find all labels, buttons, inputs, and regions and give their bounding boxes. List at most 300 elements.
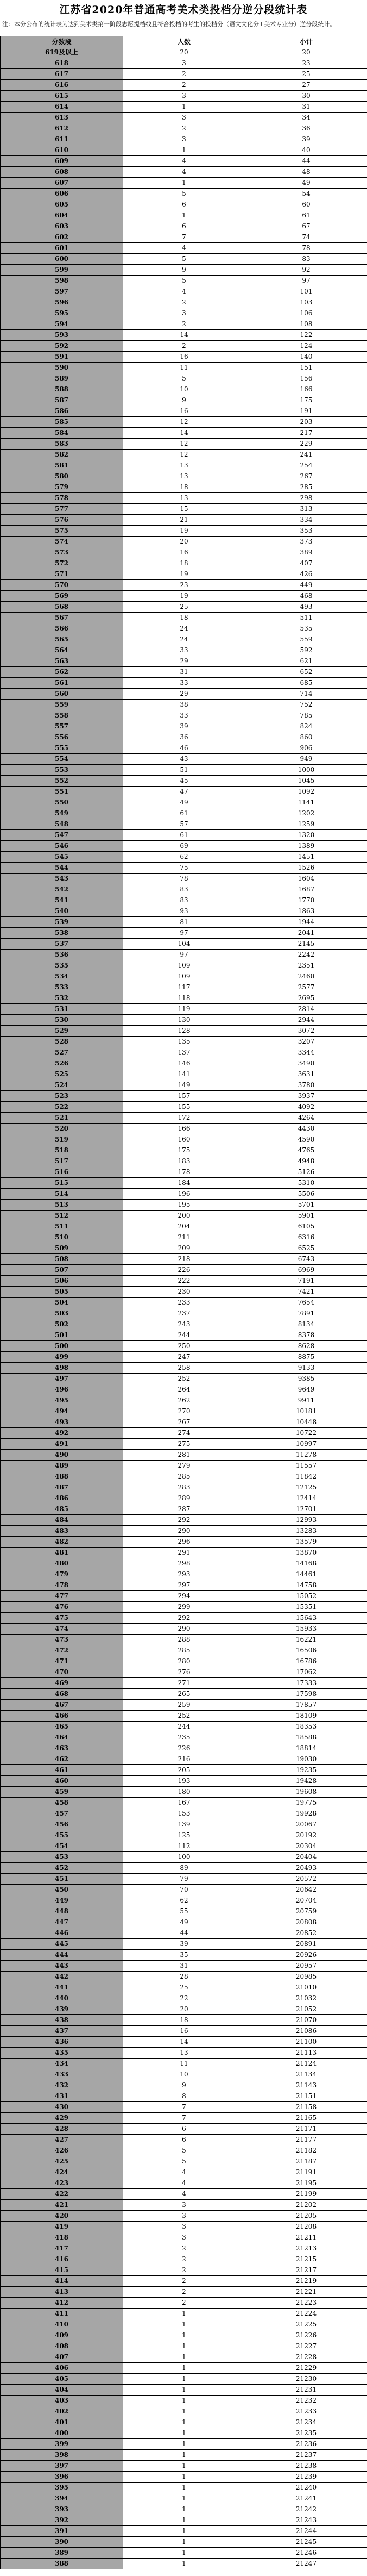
- cell-cumulative: 9911: [245, 1395, 367, 1406]
- cell-count: 5: [123, 373, 245, 384]
- cell-score-range: 557: [1, 721, 123, 732]
- cell-cumulative: 3937: [245, 1091, 367, 1102]
- cell-count: 16: [123, 406, 245, 417]
- cell-score-range: 584: [1, 428, 123, 439]
- cell-cumulative: 407: [245, 558, 367, 569]
- table-row: [1, 515, 367, 526]
- table-row: [1, 754, 367, 765]
- table-row: [1, 2363, 367, 2374]
- cell-cumulative: 21219: [245, 2276, 367, 2287]
- cell-count: 1: [123, 2385, 245, 2396]
- cell-count: 12: [123, 417, 245, 428]
- cell-cumulative: 21187: [245, 2156, 367, 2167]
- table-row: [1, 2167, 367, 2178]
- table-row: [1, 1972, 367, 1982]
- cell-count: 15: [123, 504, 245, 515]
- table-row: [1, 395, 367, 406]
- cell-score-range: 589: [1, 373, 123, 384]
- cell-score-range: 588: [1, 384, 123, 395]
- cell-cumulative: 11557: [245, 1461, 367, 1471]
- cell-cumulative: 229: [245, 439, 367, 450]
- cell-score-range: 428: [1, 2124, 123, 2135]
- table-row: [1, 113, 367, 123]
- cell-cumulative: 3072: [245, 1026, 367, 1037]
- cell-cumulative: 60: [245, 199, 367, 210]
- cell-count: 204: [123, 1221, 245, 1232]
- cell-score-range: 619及以上: [1, 47, 123, 58]
- cell-score-range: 476: [1, 1602, 123, 1613]
- cell-count: 299: [123, 1602, 245, 1613]
- table-row: [1, 906, 367, 917]
- cell-cumulative: 7191: [245, 1276, 367, 1287]
- cell-score-range: 599: [1, 265, 123, 276]
- table-row: [1, 91, 367, 102]
- cell-count: 1: [123, 2515, 245, 2526]
- cell-score-range: 612: [1, 123, 123, 134]
- cell-count: 247: [123, 1352, 245, 1363]
- cell-score-range: 601: [1, 243, 123, 254]
- cell-count: 1: [123, 2374, 245, 2385]
- table-row: [1, 2265, 367, 2276]
- cell-count: 49: [123, 797, 245, 808]
- cell-count: 1: [123, 2352, 245, 2363]
- cell-cumulative: 49: [245, 178, 367, 189]
- cell-score-range: 528: [1, 1037, 123, 1047]
- table-row: [1, 1384, 367, 1395]
- cell-count: 31: [123, 667, 245, 678]
- cell-cumulative: 2041: [245, 928, 367, 939]
- table-row: [1, 1080, 367, 1091]
- cell-count: 279: [123, 1461, 245, 1471]
- cell-cumulative: 21032: [245, 1993, 367, 2004]
- cell-count: 51: [123, 765, 245, 776]
- cell-cumulative: 4430: [245, 1124, 367, 1134]
- cell-cumulative: 10722: [245, 1428, 367, 1439]
- cell-count: 29: [123, 689, 245, 700]
- cell-count: 274: [123, 1428, 245, 1439]
- cell-cumulative: 6105: [245, 1221, 367, 1232]
- cell-score-range: 403: [1, 2396, 123, 2406]
- cell-score-range: 401: [1, 2417, 123, 2428]
- cell-count: 97: [123, 950, 245, 960]
- cell-count: 23: [123, 580, 245, 591]
- table-row: [1, 2037, 367, 2048]
- cell-count: 13: [123, 471, 245, 482]
- table-row: [1, 526, 367, 537]
- cell-score-range: 610: [1, 145, 123, 156]
- cell-count: 218: [123, 1254, 245, 1265]
- cell-cumulative: 21100: [245, 2037, 367, 2048]
- cell-score-range: 564: [1, 645, 123, 656]
- cell-cumulative: 21223: [245, 2298, 367, 2309]
- cell-count: 6: [123, 221, 245, 232]
- cell-score-range: 404: [1, 2385, 123, 2396]
- cell-cumulative: 78: [245, 243, 367, 254]
- cell-cumulative: 20642: [245, 1885, 367, 1895]
- cell-count: 4: [123, 243, 245, 254]
- table-row: [1, 297, 367, 308]
- cell-cumulative: 18814: [245, 1743, 367, 1754]
- cell-cumulative: 12125: [245, 1482, 367, 1493]
- cell-cumulative: 18109: [245, 1711, 367, 1722]
- table-row: [1, 2439, 367, 2450]
- table-row: [1, 797, 367, 808]
- cell-count: 3: [123, 91, 245, 102]
- cell-score-range: 562: [1, 667, 123, 678]
- cell-cumulative: 449: [245, 580, 367, 591]
- cell-count: 20: [123, 47, 245, 58]
- cell-score-range: 510: [1, 1232, 123, 1243]
- cell-count: 244: [123, 1722, 245, 1732]
- cell-score-range: 523: [1, 1091, 123, 1102]
- cell-score-range: 414: [1, 2276, 123, 2287]
- cell-cumulative: 19928: [245, 1808, 367, 1819]
- cell-count: 1: [123, 2439, 245, 2450]
- cell-cumulative: 1604: [245, 874, 367, 884]
- table-row: [1, 602, 367, 613]
- table-row: [1, 895, 367, 906]
- cell-score-range: 591: [1, 352, 123, 363]
- cell-count: 3: [123, 2200, 245, 2211]
- cell-cumulative: 101: [245, 286, 367, 297]
- cell-score-range: 513: [1, 1200, 123, 1211]
- cell-count: 12: [123, 439, 245, 450]
- cell-count: 16: [123, 352, 245, 363]
- cell-score-range: 602: [1, 232, 123, 243]
- table-row: [1, 1874, 367, 1885]
- cell-count: 1: [123, 145, 245, 156]
- cell-count: 109: [123, 960, 245, 971]
- table-row: [1, 1471, 367, 1482]
- table-row: [1, 363, 367, 373]
- cell-count: 1: [123, 210, 245, 221]
- cell-score-range: 611: [1, 134, 123, 145]
- table-row: [1, 1808, 367, 1819]
- cell-cumulative: 20304: [245, 1841, 367, 1852]
- cell-cumulative: 20704: [245, 1895, 367, 1906]
- cell-score-range: 469: [1, 1678, 123, 1689]
- cell-count: 14: [123, 330, 245, 341]
- cell-count: 20: [123, 537, 245, 547]
- cell-cumulative: 106: [245, 308, 367, 319]
- cell-cumulative: 21221: [245, 2287, 367, 2298]
- cell-count: 1: [123, 2341, 245, 2352]
- cell-cumulative: 14168: [245, 1558, 367, 1569]
- table-row: [1, 406, 367, 417]
- table-row: [1, 1732, 367, 1743]
- cell-count: 293: [123, 1569, 245, 1580]
- cell-cumulative: 20404: [245, 1852, 367, 1863]
- cell-count: 2: [123, 123, 245, 134]
- table-row: [1, 1319, 367, 1330]
- table-row: [1, 1635, 367, 1645]
- cell-score-range: 424: [1, 2167, 123, 2178]
- cell-cumulative: 241: [245, 450, 367, 460]
- cell-count: 46: [123, 743, 245, 754]
- table-row: [1, 319, 367, 330]
- cell-cumulative: 18588: [245, 1732, 367, 1743]
- table-row: [1, 1917, 367, 1928]
- table-row: [1, 819, 367, 830]
- cell-count: 28: [123, 1972, 245, 1982]
- cell-score-range: 406: [1, 2363, 123, 2374]
- table-row: [1, 1232, 367, 1243]
- cell-count: 24: [123, 634, 245, 645]
- cell-cumulative: 5310: [245, 1178, 367, 1189]
- cell-count: 47: [123, 787, 245, 797]
- cell-score-range: 483: [1, 1526, 123, 1537]
- table-row: [1, 123, 367, 134]
- table-row: [1, 2428, 367, 2439]
- cell-cumulative: 19030: [245, 1754, 367, 1765]
- table-row: [1, 1689, 367, 1700]
- cell-cumulative: 21010: [245, 1982, 367, 1993]
- cell-score-range: 400: [1, 2428, 123, 2439]
- cell-cumulative: 20808: [245, 1917, 367, 1928]
- cell-score-range: 480: [1, 1558, 123, 1569]
- cell-count: 1: [123, 2461, 245, 2472]
- cell-count: 69: [123, 841, 245, 852]
- cell-cumulative: 21195: [245, 2178, 367, 2189]
- cell-cumulative: 7421: [245, 1287, 367, 1298]
- cell-cumulative: 3631: [245, 1069, 367, 1080]
- table-row: [1, 1982, 367, 1993]
- table-row: [1, 1298, 367, 1308]
- cell-count: 5: [123, 254, 245, 265]
- table-row: [1, 167, 367, 178]
- table-row: [1, 678, 367, 689]
- cell-cumulative: 23: [245, 58, 367, 69]
- cell-cumulative: 108: [245, 319, 367, 330]
- cell-score-range: 586: [1, 406, 123, 417]
- header-count: 人数: [123, 36, 245, 47]
- cell-cumulative: 334: [245, 515, 367, 526]
- cell-count: 149: [123, 1080, 245, 1091]
- cell-score-range: 567: [1, 613, 123, 623]
- cell-score-range: 396: [1, 2472, 123, 2483]
- cell-count: 287: [123, 1504, 245, 1515]
- table-row: [1, 1004, 367, 1015]
- table-row: [1, 1102, 367, 1113]
- table-row: [1, 2287, 367, 2298]
- cell-cumulative: 298: [245, 493, 367, 504]
- cell-count: 183: [123, 1156, 245, 1167]
- table-row: [1, 569, 367, 580]
- cell-count: 2: [123, 2287, 245, 2298]
- cell-count: 13: [123, 2048, 245, 2059]
- cell-score-range: 524: [1, 1080, 123, 1091]
- table-row: [1, 1895, 367, 1906]
- cell-score-range: 397: [1, 2461, 123, 2472]
- table-row: [1, 2472, 367, 2483]
- cell-count: 9: [123, 2080, 245, 2091]
- table-row: [1, 2015, 367, 2026]
- cell-score-range: 577: [1, 504, 123, 515]
- cell-score-range: 581: [1, 460, 123, 471]
- cell-score-range: 613: [1, 113, 123, 123]
- cell-cumulative: 313: [245, 504, 367, 515]
- cell-score-range: 416: [1, 2254, 123, 2265]
- table-row: [1, 1961, 367, 1972]
- cell-count: 1: [123, 2309, 245, 2319]
- table-row: [1, 1863, 367, 1874]
- cell-score-range: 514: [1, 1189, 123, 1200]
- cell-score-range: 607: [1, 178, 123, 189]
- cell-cumulative: 21086: [245, 2026, 367, 2037]
- cell-count: 285: [123, 1645, 245, 1656]
- cell-count: 226: [123, 1743, 245, 1754]
- table-row: [1, 1798, 367, 1808]
- cell-score-range: 460: [1, 1776, 123, 1787]
- table-row: [1, 2048, 367, 2059]
- table-row: [1, 1841, 367, 1852]
- cell-cumulative: 17333: [245, 1678, 367, 1689]
- cell-count: 61: [123, 830, 245, 841]
- table-row: [1, 1722, 367, 1732]
- cell-score-range: 592: [1, 341, 123, 352]
- cell-cumulative: 9649: [245, 1384, 367, 1395]
- cell-cumulative: 8134: [245, 1319, 367, 1330]
- cell-cumulative: 21242: [245, 2504, 367, 2515]
- cell-score-range: 461: [1, 1765, 123, 1776]
- cell-count: 267: [123, 1417, 245, 1428]
- table-row: [1, 1200, 367, 1211]
- cell-score-range: 487: [1, 1482, 123, 1493]
- cell-score-range: 430: [1, 2102, 123, 2113]
- cell-score-range: 501: [1, 1330, 123, 1341]
- cell-count: 230: [123, 1287, 245, 1298]
- cell-score-range: 491: [1, 1439, 123, 1450]
- cell-count: 2: [123, 69, 245, 80]
- table-row: [1, 2319, 367, 2330]
- cell-cumulative: 20759: [245, 1906, 367, 1917]
- cell-count: 2: [123, 2254, 245, 2265]
- cell-score-range: 614: [1, 102, 123, 113]
- table-row: [1, 1830, 367, 1841]
- cell-cumulative: 11278: [245, 1450, 367, 1461]
- cell-count: 160: [123, 1134, 245, 1145]
- cell-cumulative: 40: [245, 145, 367, 156]
- cell-cumulative: 21211: [245, 2232, 367, 2243]
- cell-cumulative: 493: [245, 602, 367, 613]
- cell-cumulative: 21224: [245, 2309, 367, 2319]
- cell-score-range: 594: [1, 319, 123, 330]
- cell-cumulative: 21235: [245, 2428, 367, 2439]
- cell-count: 211: [123, 1232, 245, 1243]
- cell-score-range: 471: [1, 1656, 123, 1667]
- cell-score-range: 502: [1, 1319, 123, 1330]
- cell-cumulative: 36: [245, 123, 367, 134]
- cell-score-range: 462: [1, 1754, 123, 1765]
- cell-cumulative: 5701: [245, 1200, 367, 1211]
- cell-count: 265: [123, 1689, 245, 1700]
- cell-cumulative: 20493: [245, 1863, 367, 1874]
- cell-score-range: 448: [1, 1906, 123, 1917]
- table-row: [1, 1591, 367, 1602]
- cell-count: 35: [123, 1950, 245, 1961]
- cell-count: 259: [123, 1700, 245, 1711]
- cell-cumulative: 17857: [245, 1700, 367, 1711]
- cell-count: 4: [123, 2167, 245, 2178]
- cell-count: 146: [123, 1058, 245, 1069]
- cell-cumulative: 752: [245, 700, 367, 710]
- cell-cumulative: 389: [245, 547, 367, 558]
- cell-cumulative: 19775: [245, 1798, 367, 1808]
- cell-score-range: 522: [1, 1102, 123, 1113]
- cell-count: 139: [123, 1819, 245, 1830]
- cell-score-range: 388: [1, 2559, 123, 2569]
- table-row: [1, 1711, 367, 1722]
- cell-cumulative: 21246: [245, 2548, 367, 2559]
- cell-score-range: 574: [1, 537, 123, 547]
- cell-count: 1: [123, 2526, 245, 2537]
- table-row: [1, 189, 367, 199]
- table-row: [1, 1743, 367, 1754]
- cell-cumulative: 16221: [245, 1635, 367, 1645]
- table-row: [1, 1330, 367, 1341]
- cell-cumulative: 860: [245, 732, 367, 743]
- cell-count: 97: [123, 928, 245, 939]
- cell-cumulative: 103: [245, 297, 367, 308]
- cell-score-range: 485: [1, 1504, 123, 1515]
- table-row: [1, 1026, 367, 1037]
- cell-score-range: 554: [1, 754, 123, 765]
- cell-score-range: 508: [1, 1254, 123, 1265]
- cell-cumulative: 10448: [245, 1417, 367, 1428]
- cell-score-range: 579: [1, 482, 123, 493]
- cell-count: 1: [123, 2559, 245, 2569]
- cell-score-range: 415: [1, 2265, 123, 2276]
- table-row: [1, 1221, 367, 1232]
- cell-score-range: 566: [1, 623, 123, 634]
- cell-cumulative: 559: [245, 634, 367, 645]
- cell-count: 62: [123, 1895, 245, 1906]
- cell-count: 83: [123, 884, 245, 895]
- cell-score-range: 516: [1, 1167, 123, 1178]
- cell-score-range: 556: [1, 732, 123, 743]
- cell-count: 100: [123, 1852, 245, 1863]
- table-row: [1, 1765, 367, 1776]
- cell-cumulative: 254: [245, 460, 367, 471]
- header-cumulative: 小计: [245, 36, 367, 47]
- cell-cumulative: 5506: [245, 1189, 367, 1200]
- cell-count: 39: [123, 1939, 245, 1950]
- table-row: [1, 874, 367, 884]
- table-row: [1, 1439, 367, 1450]
- cell-cumulative: 74: [245, 232, 367, 243]
- cell-count: 3: [123, 113, 245, 123]
- table-row: [1, 2483, 367, 2493]
- table-row: [1, 80, 367, 91]
- cell-score-range: 578: [1, 493, 123, 504]
- table-row: [1, 732, 367, 743]
- cell-score-range: 600: [1, 254, 123, 265]
- cell-count: 270: [123, 1406, 245, 1417]
- cell-cumulative: 25: [245, 69, 367, 80]
- table-row: [1, 2406, 367, 2417]
- cell-score-range: 569: [1, 591, 123, 602]
- cell-cumulative: 21202: [245, 2200, 367, 2211]
- cell-score-range: 474: [1, 1624, 123, 1635]
- cell-score-range: 445: [1, 1939, 123, 1950]
- table-row: [1, 254, 367, 265]
- cell-cumulative: 156: [245, 373, 367, 384]
- cell-score-range: 587: [1, 395, 123, 406]
- table-row: [1, 2156, 367, 2167]
- table-row: [1, 2526, 367, 2537]
- cell-score-range: 552: [1, 776, 123, 787]
- cell-count: 292: [123, 1515, 245, 1526]
